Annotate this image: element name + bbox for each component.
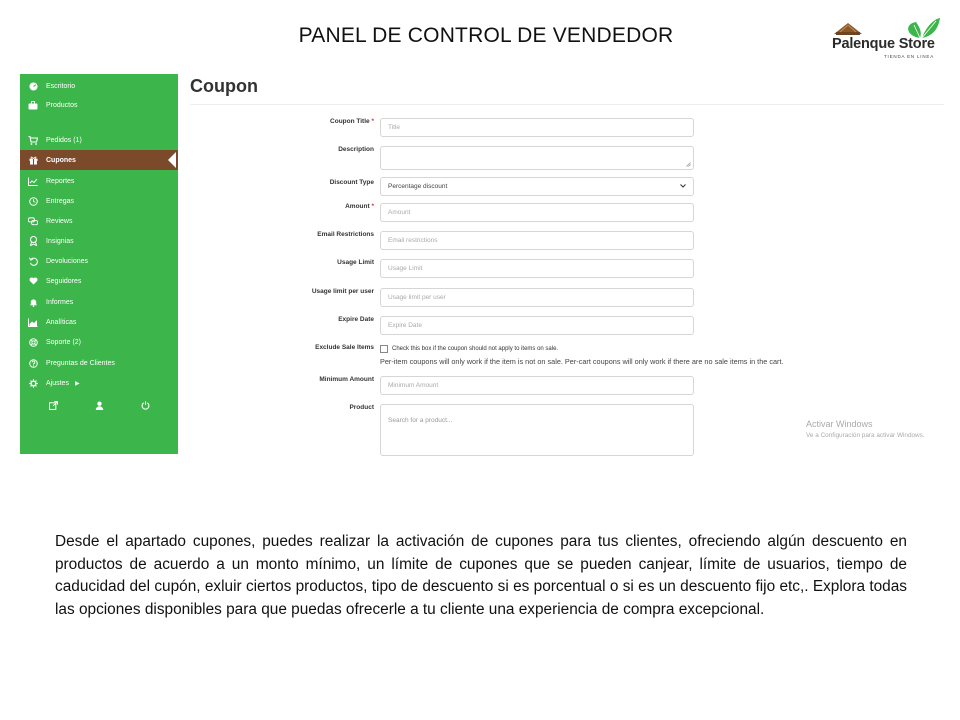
exclude-sale-items-checkbox[interactable] [380,345,388,353]
sidebar-item-ajustes[interactable] [20,373,178,393]
briefcase-icon [28,100,38,110]
amount-input[interactable]: Amount [380,203,694,222]
minimum-amount-label: Minimum Amount [319,376,374,383]
coupon-title-label: Coupon Title * [330,118,374,125]
exclude-sale-items-help: Per-item coupons will only work if the item is not on sale. Per-cart coupons will only work if there are no sale items in the cart. [380,357,784,366]
sidebar-item-label: Soporte (2) [46,338,82,346]
main-content [190,74,944,454]
sidebar-item-label: Ajustes [46,379,69,387]
resize-handle-icon[interactable] [686,162,691,167]
sidebar-item-cupones[interactable] [20,150,178,170]
sidebar-item-label: Analíticas [46,318,77,326]
power-icon[interactable] [141,397,150,415]
product-label: Product [349,404,374,411]
discount-type-value: Percentage discount [388,183,448,190]
sidebar-item-label: Cupones [46,156,76,164]
sidebar-item-insignias[interactable] [20,231,178,251]
sidebar-item-soporte[interactable] [20,332,178,352]
slide-title: PANEL DE CONTROL DE VENDEDOR [298,24,674,47]
exclude-sale-items-label: Exclude Sale Items [315,344,374,351]
windows-activation-subtitle: Ve a Configuración para activar Windows. [806,432,925,439]
sidebar [20,74,178,454]
sidebar-item-label: Productos [46,101,78,109]
sidebar-item-label: Preguntas de Clientes [46,359,115,367]
heart-icon [28,276,38,286]
area-chart-icon [28,317,38,327]
usage-limit-label: Usage Limit [337,259,374,266]
question-icon [28,358,38,368]
sidebar-item-productos[interactable] [20,95,178,115]
sidebar-item-preguntas[interactable] [20,353,178,373]
external-link-icon[interactable] [49,397,58,415]
slide-description: Desde el apartado cupones, puedes realizar la activación de cupones para tus clientes, ofreciendo algún descuento en productos de acuerdo a un monto mínimo, un límite de cupones que se pueden canjear, límite de usuarios, tiempo de caducidad del cupón, exluir ciertos productos, tipo de descuento si es porcentual o si es un descuento fijo etc,. Explora todas las opciones disponibles para que puedas ofrecerle a tu cliente una experiencia de compra excepcional. [55,533,907,618]
usage-limit-input[interactable]: Usage Limit [380,259,694,278]
undo-icon [28,256,38,266]
palenque-store-logo [832,16,942,62]
product-search-box[interactable]: Search for a product... [380,404,694,456]
sidebar-item-reviews[interactable] [20,211,178,231]
sidebar-item-label: Devoluciones [46,257,89,265]
sidebar-item-label: Escritorio [46,82,76,90]
discount-type-select[interactable] [380,177,694,196]
expire-date-label: Expire Date [338,316,374,323]
lifebuoy-icon [28,337,38,347]
description-textarea[interactable] [380,146,694,170]
coupon-title-input[interactable]: Title [380,118,694,137]
sidebar-item-label: Seguidores [46,277,82,285]
sidebar-item-label: Informes [46,298,74,306]
sidebar-item-pedidos[interactable] [20,130,178,150]
chevron-down-icon [680,183,686,190]
sidebar-item-analiticas[interactable] [20,312,178,332]
bell-icon [28,297,38,307]
sidebar-item-informes[interactable] [20,292,178,312]
sidebar-item-devoluciones[interactable] [20,251,178,271]
sidebar-item-label: Reviews [46,217,73,225]
expire-date-input[interactable]: Expire Date [380,316,694,335]
gear-icon [28,378,38,388]
gift-icon [28,155,38,165]
logo-name: Palenque Store [832,36,935,52]
line-chart-icon [28,176,38,186]
email-restrictions-label: Email Restrictions [317,231,374,238]
dashboard-icon [28,81,38,91]
discount-type-label: Discount Type [329,179,374,186]
comments-icon [28,216,38,226]
sidebar-item-label: Pedidos (1) [46,136,82,144]
sidebar-item-reportes[interactable] [20,171,178,191]
sidebar-item-escritorio[interactable] [20,76,178,96]
usage-limit-per-user-label: Usage limit per user [311,288,374,295]
description-label: Description [338,146,374,153]
dashboard-screenshot [20,74,944,454]
minimum-amount-input[interactable]: Minimum Amount [380,376,694,395]
award-icon [28,236,38,246]
cart-icon [28,135,38,145]
sidebar-item-entregas[interactable] [20,191,178,211]
windows-activation-title: Activar Windows [806,419,873,429]
sidebar-item-label: Entregas [46,197,75,205]
chevron-right-icon: ▶ [74,380,80,387]
exclude-sale-items-text: Check this box if the coupon should not apply to items on sale. [392,346,559,352]
amount-label: Amount * [345,203,374,210]
sidebar-item-label: Insignias [46,237,74,245]
exclude-sale-items-row [380,345,558,353]
sidebar-item-seguidores[interactable] [20,271,178,291]
clock-icon [28,196,38,206]
user-icon[interactable] [95,397,104,415]
divider [190,104,944,105]
email-restrictions-input[interactable]: Email restrictions [380,231,694,250]
usage-limit-per-user-input[interactable]: Usage limit per user [380,288,694,307]
logo-tagline: TIENDA EN LINEA [884,54,935,59]
sidebar-item-label: Reportes [46,177,75,185]
page-title: Coupon [190,76,258,96]
sidebar-footer [20,398,178,414]
